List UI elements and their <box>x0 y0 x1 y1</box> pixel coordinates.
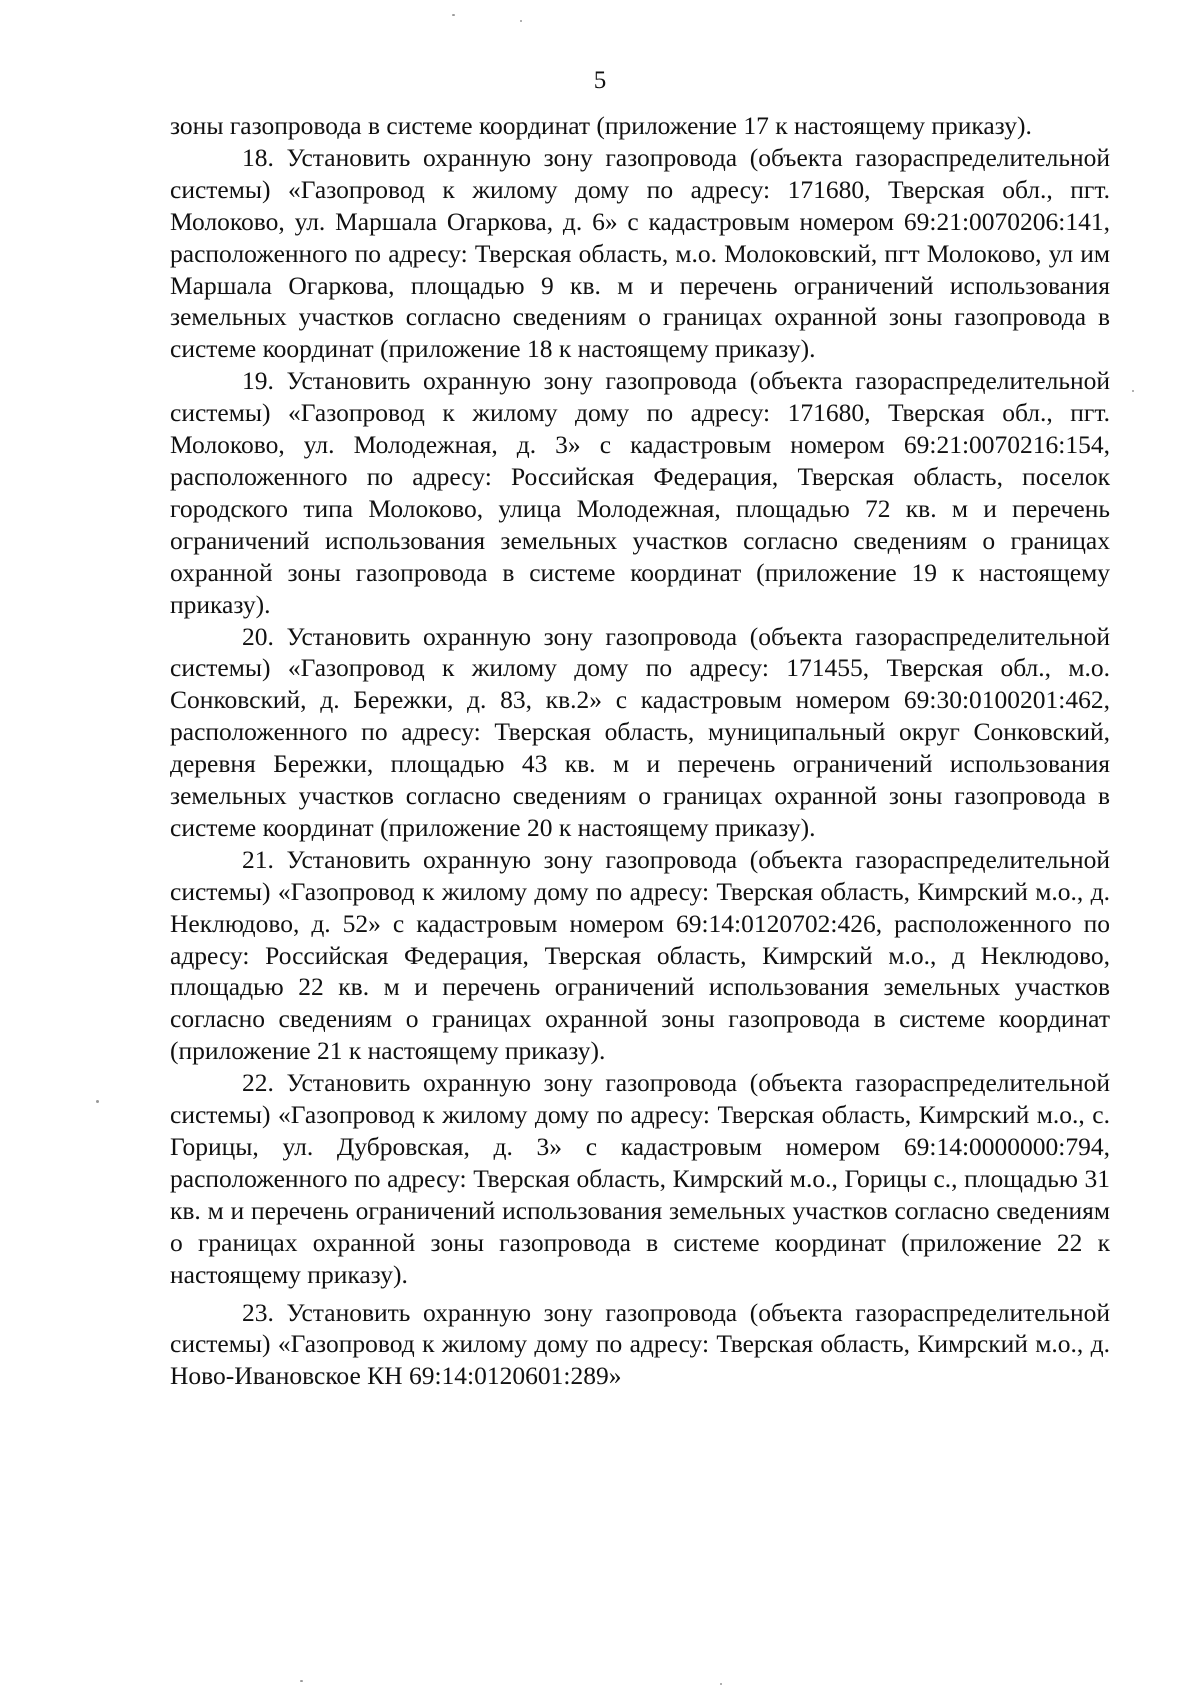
scan-speck <box>520 20 522 22</box>
paragraph-item-21: 21. Установить охранную зону газопровода (объекта газораспределительной системы) «Газопровод к жилому дому по адресу: Тверская область, Кимрский м.о., д. Неклюдово, д. 52» с кадастровым номером 69:14:0120702:426, расположенного по адресу: Российская Федерация, Тверская область, Кимрский м.о., д Неклюдово, площадью 22 кв. м и перечень ограничений использования земельных участков согласно сведениям о границах охранной зоны газопровода в системе координат (приложение 21 к настоящему приказу). <box>170 844 1110 1066</box>
paragraph-item-19: 19. Установить охранную зону газопровода (объекта газораспределительной системы) «Газопровод к жилому дому по адресу: 171680, Тверская обл., пгт. Молоково, ул. Молодежная, д. 3» с кадастровым номером 69:21:0070216:154, расположенного по адресу: Российская Федерация, Тверская область, поселок городского типа Молоково, улица Молодежная, площадью 72 кв. м и перечень ограничений использования земельных участков согласно сведениям о границах охранной зоны газопровода в системе координат (приложение 19 к настоящему приказу). <box>170 366 1110 619</box>
paragraph-item-23: 23. Установить охранную зону газопровода (объекта газораспределительной системы) «Газопровод к жилому дому по адресу: Тверская область, Кимрский м.о., д. Ново-Ивановское КН 69:14:0120601:289» <box>170 1297 1110 1391</box>
paragraph-item-22: 22. Установить охранную зону газопровода (объекта газораспределительной системы) «Газопровод к жилому дому по адресу: Тверская область, Кимрский м.о., с. Горицы, ул. Дубровская, д. 3» с кадастровым номером 69:14:0000000:794, расположенного по адресу: Тверская область, Кимрский м.о., Горицы с., площадью 31 кв. м и перечень ограничений использования земельных участков согласно сведениям о границах охранной зоны газопровода в системе координат (приложение 22 к настоящему приказу). <box>170 1068 1110 1289</box>
scan-speck <box>300 1680 303 1682</box>
scan-speck <box>96 1100 99 1103</box>
scan-speck <box>720 1683 722 1685</box>
paragraph-item-18: 18. Установить охранную зону газопровода (объекта газораспределительной системы) «Газопровод к жилому дому по адресу: 171680, Тверская обл., пгт. Молоково, ул. Маршала Огаркова, д. 6» с кадастровым номером 69:21:0070206:141, расположенного по адресу: Тверская область, м.о. Молоковский, пгт Молоково, ул им Маршала Огаркова, площадью 9 кв. м и перечень ограничений использования земельных участков согласно сведениям о границах охранной зоны газопровода в системе координат (приложение 18 к настоящему приказу). <box>170 142 1110 364</box>
paragraph-continuation: зоны газопровода в системе координат (приложение 17 к настоящему приказу). <box>170 111 1032 140</box>
scan-speck <box>1132 390 1134 392</box>
document-body <box>170 110 1110 1392</box>
scan-speck <box>452 14 455 16</box>
paragraph-item-20: 20. Установить охранную зону газопровода (объекта газораспределительной системы) «Газопровод к жилому дому по адресу: 171455, Тверская обл., м.о. Сонковский, д. Бережки, д. 83, кв.2» с кадастровым номером 69:30:0100201:462, расположенного по адресу: Тверская область, муниципальный округ Сонковский, деревня Бережки, площадью 43 кв. м и перечень ограничений использования земельных участков согласно сведениям о границах охранной зоны газопровода в системе координат (приложение 20 к настоящему приказу). <box>170 621 1110 842</box>
page-number: 5 <box>593 67 607 94</box>
